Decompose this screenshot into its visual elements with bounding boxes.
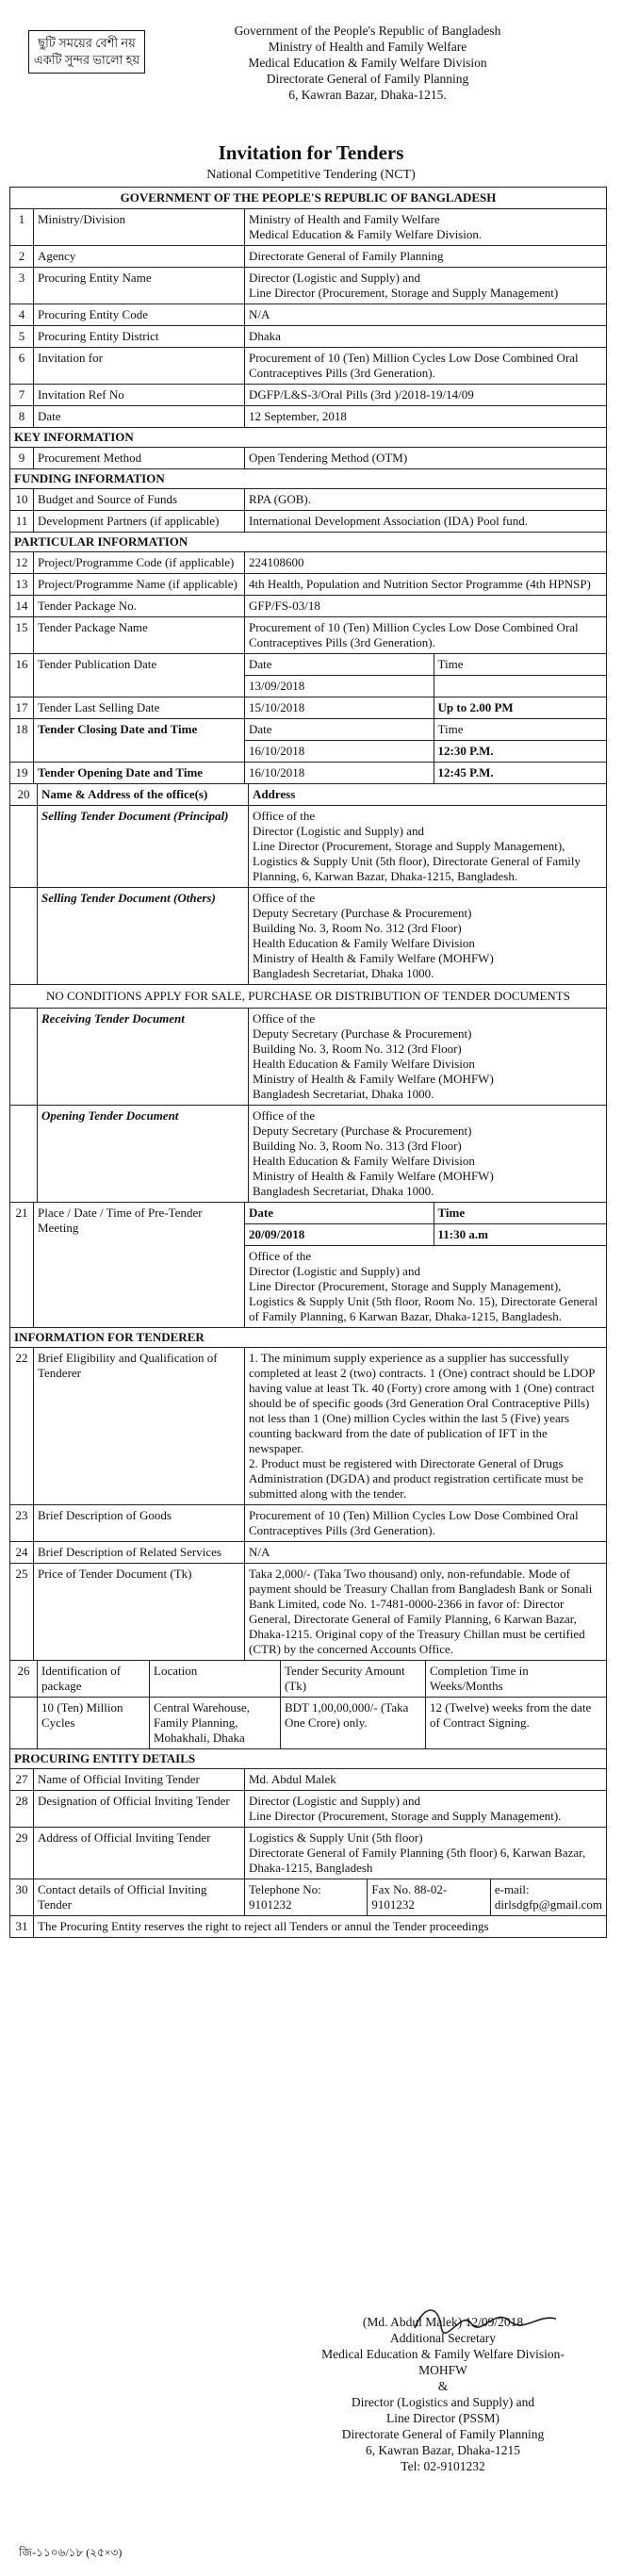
office-label: Receiving Tender Document bbox=[38, 1009, 249, 1105]
row-value: Md. Abdul Malek bbox=[249, 1772, 336, 1786]
col-header: Identification of package bbox=[38, 1661, 150, 1697]
table-row bbox=[10, 552, 606, 574]
date-header: Date bbox=[245, 654, 434, 675]
header-line: Ministry of Health and Family Welfare bbox=[268, 40, 467, 54]
row-number: 3 bbox=[10, 268, 34, 304]
row-number: 9 bbox=[10, 448, 34, 468]
opening-date: 16/10/2018 bbox=[245, 763, 434, 783]
table-row bbox=[10, 1348, 606, 1505]
signer-line: Directorate General of Family Planning bbox=[341, 2427, 545, 2441]
table-row bbox=[10, 385, 606, 406]
no-conditions-note: NO CONDITIONS APPLY FOR SALE, PURCHASE OR DISTRIBUTION OF TENDER DOCUMENTS bbox=[10, 985, 606, 1009]
table-row bbox=[10, 268, 606, 304]
row-number: 16 bbox=[10, 654, 34, 697]
row-number: 28 bbox=[10, 1791, 34, 1827]
table-row bbox=[10, 1791, 606, 1828]
signer-line: Director (Logistics and Supply) and bbox=[351, 2395, 535, 2409]
date-header: Date bbox=[245, 1203, 434, 1223]
row-label: Brief Eligibility and Qualification of Tenderer bbox=[34, 1348, 245, 1504]
row-number: 30 bbox=[10, 1879, 34, 1915]
row-label: Date bbox=[34, 406, 245, 427]
row-number: 1 bbox=[10, 209, 34, 245]
row-label: Procurement Method bbox=[34, 448, 245, 468]
row-value: Open Tendering Method (OTM) bbox=[249, 451, 408, 465]
office-address: Office of the Deputy Secretary (Purchase & Procurement) Building No. 3, Room No. 312 (3rd Floor) Health Education & Family Welfare Division Ministry of Health & Family Welfare (MOHFW) Bangladesh Secretariat, Dhaka 1000. bbox=[253, 1011, 494, 1101]
signer-line: & bbox=[437, 2379, 449, 2393]
publication-time bbox=[434, 676, 442, 697]
row-number: 13 bbox=[10, 574, 34, 595]
table-row bbox=[10, 617, 606, 654]
table-row bbox=[10, 448, 606, 469]
col-header: Completion Time in Weeks/Months bbox=[430, 1664, 529, 1693]
header-line: Directorate General of Family Planning bbox=[266, 72, 469, 86]
section-information-for-tenderer: INFORMATION FOR TENDERER bbox=[10, 1328, 606, 1348]
time-header: Time bbox=[437, 657, 464, 671]
row-number: 25 bbox=[10, 1564, 34, 1660]
signature-block bbox=[302, 2314, 584, 2474]
table-row bbox=[10, 1203, 606, 1328]
table-row bbox=[10, 596, 606, 617]
row-label: Contact details of Official Inviting Tender bbox=[34, 1879, 245, 1915]
table-row bbox=[10, 1505, 606, 1542]
last-selling-date: 15/10/2018 bbox=[245, 697, 434, 718]
last-selling-time: Up to 2.00 PM bbox=[437, 700, 514, 714]
table-row bbox=[10, 511, 606, 533]
information-rows bbox=[10, 1505, 606, 1661]
table-row bbox=[10, 1661, 606, 1698]
table-row bbox=[10, 1879, 606, 1916]
office-address: Office of the Director (Logistic and Supply) and Line Director (Procurement, Storage and Supply Management), Logistics & Supply Unit (5th floor), Directorate General of Family Planning, 6, Karwan Bazar, Dhaka-1215, Bangladesh. bbox=[253, 809, 581, 883]
table-row bbox=[10, 784, 606, 1203]
row-label: Address of Official Inviting Tender bbox=[34, 1828, 245, 1879]
page-subtitle: National Competitive Tendering (NCT) bbox=[206, 168, 416, 182]
table-row bbox=[10, 654, 606, 697]
row-label: Tender Opening Date and Time bbox=[34, 763, 245, 783]
fax: Fax No. 88-02-9101232 bbox=[368, 1879, 490, 1915]
table-row bbox=[10, 406, 606, 428]
row-value: Procurement of 10 (Ten) Million Cycles Low Dose Combined Oral Contraceptives Pills (3rd Generation). bbox=[249, 1508, 579, 1537]
row-number: 19 bbox=[10, 763, 34, 783]
office-label: Selling Tender Document (Principal) bbox=[38, 806, 249, 887]
row-number: 24 bbox=[10, 1542, 34, 1563]
section-particular-information: PARTICULAR INFORMATION bbox=[10, 533, 606, 552]
table-row bbox=[10, 1828, 606, 1879]
row-label: Name of Official Inviting Tender bbox=[34, 1769, 245, 1790]
row-label: Agency bbox=[34, 246, 245, 267]
gov-heading: GOVERNMENT OF THE PEOPLE'S REPUBLIC OF BANGLADESH bbox=[10, 188, 606, 209]
publication-date: 13/09/2018 bbox=[245, 676, 434, 697]
row-number: 12 bbox=[10, 552, 34, 573]
table-row bbox=[10, 1916, 606, 1937]
package-id: 10 (Ten) Million Cycles bbox=[38, 1698, 150, 1748]
completion-time: 12 (Twelve) weeks from the date of Contract Signing. bbox=[430, 1700, 592, 1730]
row-label: Invitation for bbox=[34, 348, 245, 384]
tender-table bbox=[9, 187, 607, 1938]
signer-line: Additional Secretary bbox=[389, 2331, 497, 2345]
package-location: Central Warehouse, Family Planning, Mohakhali, Dhaka bbox=[150, 1698, 281, 1748]
email: e-mail: dirlsdgfp@gmail.com bbox=[494, 1882, 602, 1911]
row-number: 17 bbox=[10, 697, 34, 718]
table-row bbox=[10, 326, 606, 348]
row-value: GFP/FS-03/18 bbox=[249, 599, 320, 613]
row-label: Name & Address of the office(s) bbox=[38, 784, 249, 805]
row-number: 4 bbox=[10, 304, 34, 325]
row-number: 15 bbox=[10, 617, 34, 653]
row-value: 224108600 bbox=[249, 555, 304, 569]
row-number: 6 bbox=[10, 348, 34, 384]
row-value: Dhaka bbox=[249, 329, 281, 343]
row-number: 20 bbox=[10, 784, 38, 805]
col-header: Tender Security Amount (Tk) bbox=[281, 1661, 426, 1697]
letterhead bbox=[141, 23, 594, 103]
opening-time: 12:45 P.M. bbox=[437, 765, 494, 779]
row-label: Brief Description of Related Services bbox=[34, 1542, 245, 1563]
row-number: 5 bbox=[10, 326, 34, 347]
section-key-information: KEY INFORMATION bbox=[10, 428, 606, 448]
row-number: 29 bbox=[10, 1828, 34, 1879]
row-value: N/A bbox=[249, 1545, 270, 1559]
row-value: Ministry of Health and Family Welfare Medical Education & Family Welfare Division. bbox=[249, 212, 483, 241]
eligibility-condition: 1. The minimum supply experience as a supplier has successfully completed at least 2 (two) contracts. 1 (One) contract should be LDOP having value at least Tk. 40 (Forty) crore among with 1 (One) contract should be of specific goods (3rd Generation Oral Contraceptive Pills) not less than 1 (One) million Cycles within the last 5 (Five) years counting backward from the date of publication of IFT in the newspaper. bbox=[249, 1351, 596, 1455]
section-funding-information: FUNDING INFORMATION bbox=[10, 469, 606, 489]
row-number: 22 bbox=[10, 1348, 34, 1504]
signer-line: Line Director (PSSM) bbox=[386, 2411, 499, 2425]
table-row bbox=[10, 489, 606, 511]
header-line: Government of the People's Republic of Bangladesh bbox=[234, 24, 501, 38]
header-line: Medical Education & Family Welfare Division bbox=[248, 56, 487, 70]
row-label: Procuring Entity Name bbox=[34, 268, 245, 304]
row-number: 14 bbox=[10, 596, 34, 616]
row-label: Budget and Source of Funds bbox=[34, 489, 245, 510]
row-value: Procurement of 10 (Ten) Million Cycles Low Dose Combined Oral Contraceptives Pills (3rd Generation). bbox=[249, 351, 579, 380]
row-label: Brief Description of Goods bbox=[34, 1505, 245, 1541]
row-number: 21 bbox=[10, 1203, 34, 1327]
closing-date: 16/10/2018 bbox=[245, 741, 434, 762]
row-label: Project/Programme Code (if applicable) bbox=[34, 552, 245, 573]
row-number: 2 bbox=[10, 246, 34, 267]
address-header: Address bbox=[253, 787, 296, 801]
row-number: 18 bbox=[10, 719, 34, 762]
row-label: Ministry/Division bbox=[34, 209, 245, 245]
reservation-note: The Procuring Entity reserves the right to reject all Tenders or annul the Tender proceedings bbox=[38, 1919, 489, 1933]
row-label: Place / Date / Time of Pre-Tender Meeting bbox=[34, 1203, 245, 1327]
row-value: Director (Logistic and Supply) and Line Director (Procurement, Storage and Supply Management). bbox=[249, 1794, 562, 1823]
row-number: 23 bbox=[10, 1505, 34, 1541]
row-label: Tender Last Selling Date bbox=[34, 697, 245, 718]
meeting-date: 20/09/2018 bbox=[245, 1224, 434, 1245]
funding-rows bbox=[10, 489, 606, 533]
row-label: Designation of Official Inviting Tender bbox=[34, 1791, 245, 1827]
particular-rows bbox=[10, 552, 606, 654]
footer-code: জি-১১০৬/১৮ (২৫×৩) bbox=[19, 2546, 123, 2559]
table-row bbox=[10, 763, 606, 784]
row-label: Project/Programme Name (if applicable) bbox=[34, 574, 245, 595]
row-label: Development Partners (if applicable) bbox=[34, 511, 245, 532]
row-value: RPA (GOB). bbox=[249, 492, 311, 506]
table-row bbox=[10, 1769, 606, 1791]
row-value: Directorate General of Family Planning bbox=[249, 249, 444, 263]
signer-line: Medical Education & Family Welfare Division-MOHFW bbox=[321, 2347, 565, 2377]
procuring-rows bbox=[10, 1769, 606, 1879]
row-label: Tender Package No. bbox=[34, 596, 245, 616]
table-row bbox=[10, 209, 606, 246]
row-label: Invitation Ref No bbox=[34, 385, 245, 405]
basic-info-rows bbox=[10, 209, 606, 428]
office-address: Office of the Deputy Secretary (Purchase & Procurement) Building No. 3, Room No. 313 (3rd Floor) Health Education & Family Welfare Division Ministry of Health & Family Welfare (MOHFW) Bangladesh Secretariat, Dhaka 1000. bbox=[253, 1108, 494, 1198]
table-row bbox=[10, 1698, 606, 1749]
row-number: 31 bbox=[10, 1916, 34, 1937]
time-header: Time bbox=[437, 722, 464, 736]
row-value: 4th Health, Population and Nutrition Sector Programme (4th HPNSP) bbox=[249, 577, 591, 591]
row-value: DGFP/L&S-3/Oral Pills (3rd )/2018-19/14/09 bbox=[249, 387, 474, 402]
page-title: Invitation for Tenders bbox=[218, 141, 404, 164]
row-label: Tender Publication Date bbox=[34, 654, 245, 697]
date-header: Date bbox=[245, 719, 434, 740]
row-number: 8 bbox=[10, 406, 34, 427]
telephone: Telephone No: 9101232 bbox=[245, 1879, 368, 1915]
table-row bbox=[10, 246, 606, 268]
section-procuring-entity-details: PROCURING ENTITY DETAILS bbox=[10, 1749, 606, 1769]
row-label: Price of Tender Document (Tk) bbox=[34, 1564, 245, 1660]
table-row bbox=[10, 304, 606, 326]
office-label: Opening Tender Document bbox=[38, 1106, 249, 1202]
signer-name: (Md. Abdul Malek) 12/09/2018 bbox=[362, 2315, 524, 2329]
row-value: 12 September, 2018 bbox=[249, 409, 347, 423]
row-value: Procurement of 10 (Ten) Million Cycles Low Dose Combined Oral Contraceptives Pills (3rd Generation). bbox=[249, 620, 579, 649]
row-value: Logistics & Supply Unit (5th floor) Directorate General of Family Planning (5th floor) 6, Karwan Bazar, Dhaka-1215, Bangladesh bbox=[249, 1830, 586, 1875]
table-row bbox=[10, 719, 606, 763]
row-number: 10 bbox=[10, 489, 34, 510]
row-label: Tender Closing Date and Time bbox=[34, 719, 245, 762]
time-header: Time bbox=[437, 1206, 466, 1220]
notice-box: ছুটি সময়ের বেশী নয় একটি সুন্দর ভালো হয় bbox=[28, 30, 145, 74]
table-row bbox=[10, 1542, 606, 1564]
closing-time: 12:30 P.M. bbox=[437, 744, 494, 758]
row-label: Tender Package Name bbox=[34, 617, 245, 653]
row-number: 11 bbox=[10, 511, 34, 532]
col-header: Location bbox=[150, 1661, 281, 1697]
row-number: 7 bbox=[10, 385, 34, 405]
eligibility-condition: 2. Product must be registered with Directorate General of Drugs Administration (DGDA) and product registration certificate must be submitted along with the tender. bbox=[249, 1456, 583, 1501]
row-value: N/A bbox=[249, 307, 270, 321]
row-number: 27 bbox=[10, 1769, 34, 1790]
meeting-time: 11:30 a.m bbox=[437, 1227, 488, 1241]
tender-security: BDT 1,00,00,000/- (Taka One Crore) only. bbox=[281, 1698, 426, 1748]
table-row bbox=[10, 348, 606, 385]
signer-line: 6, Kawran Bazar, Dhaka-1215 bbox=[365, 2443, 521, 2457]
row-number: 26 bbox=[10, 1661, 38, 1697]
table-row bbox=[10, 697, 606, 719]
row-label: Procuring Entity District bbox=[34, 326, 245, 347]
signer-line: Tel: 02-9101232 bbox=[401, 2459, 485, 2473]
row-value: International Development Association (IDA) Pool fund. bbox=[249, 514, 529, 528]
office-label: Selling Tender Document (Others) bbox=[38, 888, 249, 984]
meeting-place: Office of the Director (Logistic and Supply) and Line Director (Procurement, Storage and Supply Management), Logistics & Supply Unit (5th floor, Room No. 15), Directorate General of Family Planning, 6 Karwan Bazar, Dhaka-1215, Bangladesh. bbox=[245, 1245, 606, 1327]
row-label: Procuring Entity Code bbox=[34, 304, 245, 325]
row-value: Director (Logistic and Supply) and Line Director (Procurement, Storage and Supply Management) bbox=[249, 271, 559, 300]
table-row bbox=[10, 1564, 606, 1661]
office-address: Office of the Deputy Secretary (Purchase & Procurement) Building No. 3, Room No. 312 (3rd Floor) Health Education & Family Welfare Division Ministry of Health & Family Welfare (MOHFW) Bangladesh Secretariat, Dhaka 1000. bbox=[253, 891, 494, 980]
header-line: 6, Kawran Bazar, Dhaka-1215. bbox=[288, 88, 447, 102]
row-value: Taka 2,000/- (Taka Two thousand) only, non-refundable. Mode of payment should be Treasury Challan from Bangladesh Bank or Sonali Bank Limited, code No. 1-7481-0000-2366 in favor of: Director General, Directorate General of Family Planning, 6 Karwan Bazar, Dhaka-1215. Original copy of the Treasury Chillan must be certified (CTR) by the concerned Accounts Office. bbox=[249, 1567, 593, 1656]
table-row bbox=[10, 574, 606, 596]
